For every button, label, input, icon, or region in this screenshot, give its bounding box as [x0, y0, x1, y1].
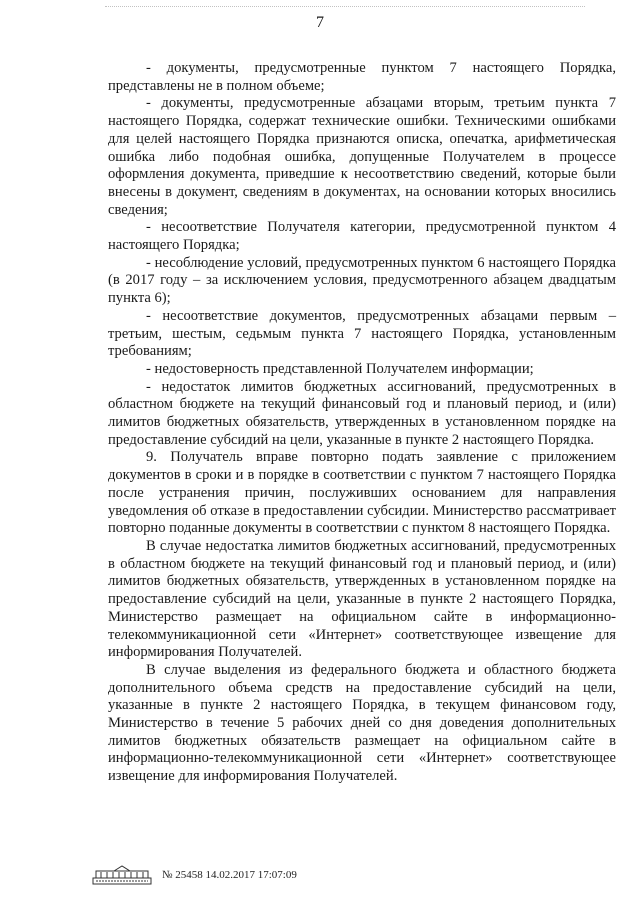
page-number: 7: [316, 14, 324, 31]
document-body: [108, 60, 616, 786]
paragraph: - недостаток лимитов бюджетных ассигнований, предусмотренных в областном бюджете на текущий финансовый год и плановый период, и (или) лимитов бюджетных обязательств, утвержденных в установленном порядке на предоставление субсидий на цели, указанные в пункте 2 настоящего Порядка.: [108, 378, 616, 448]
scan-artifact-line: [105, 6, 585, 11]
paragraph: В случае недостатка лимитов бюджетных ассигнований, предусмотренных в областном бюджете на текущий финансовый год и плановый период, и (или) лимитов бюджетных обязательств, утвержденных в установленном порядке на предоставление субсидий на цели, указанные в пункте 2 настоящего Порядка, Министерство размещает на официальном сайте в информационно-телекоммуникационной сети «Интернет» соответствующее извещение для информирования Получателей.: [108, 537, 616, 661]
paragraph: В случае выделения из федерального бюджета и областного бюджета дополнительного объема средств на предоставление субсидий на цели, указанные в пункте 2 настоящего Порядка, в текущем финансовом году, Министерство в течение 5 рабочих дней со дня доведения дополнительных лимитов бюджетных обязательств размещает на официальном сайте в информационно-телекоммуникационной сети «Интернет» соответствующее извещение для информирования Получателей.: [108, 661, 616, 785]
paragraph: - недостоверность представленной Получателем информации;: [146, 360, 534, 377]
building-stamp-icon: [92, 865, 152, 885]
paragraph: - несоответствие документов, предусмотренных абзацами первым – третьим, шестым, седьмым пункта 7 настоящего Порядка, установленным требованиям;: [108, 307, 616, 360]
paragraph: - несоответствие Получателя категории, предусмотренной пунктом 4 настоящего Порядка;: [108, 219, 616, 254]
paragraph: - несоблюдение условий, предусмотренных пунктом 6 настоящего Порядка (в 2017 году – за исключением условия, предусмотренного абзацем двадцатым пункта 6);: [108, 254, 616, 307]
document-footer: [92, 864, 297, 886]
paragraph: 9. Получатель вправе повторно подать заявление с приложением документов в сроки и в порядке в соответствии с пунктом 7 настоящего Порядка после устранения причин, послуживших основанием для направления уведомления об отказе в предоставлении субсидии. Министерство рассматривает повторно поданные документы в соответствии с пунктом 8 настоящего Порядка.: [108, 449, 616, 537]
paragraph: - документы, предусмотренные абзацами вторым, третьим пункта 7 настоящего Порядка, содержат технические ошибки. Техническими ошибками для целей настоящего Порядка признаются описка, опечатка, арифметическая ошибка либо подобная ошибка, допущенные Получателем в процессе оформления документа, приведшие к несоответствию сведений, которые были внесены в документ, сведениям в документах, на основании которых вносились сведения;: [108, 95, 616, 218]
registration-number: № 25458 14.02.2017 17:07:09: [162, 869, 297, 881]
paragraph: - документы, предусмотренные пунктом 7 настоящего Порядка, представлены не в полном объеме;: [108, 60, 616, 94]
